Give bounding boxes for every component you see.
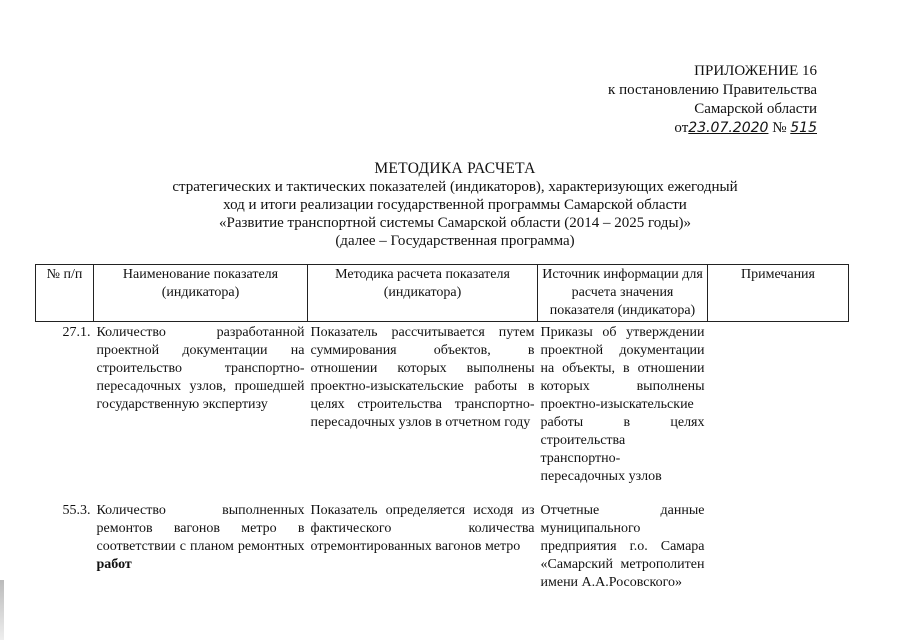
number-prefix: №: [772, 120, 787, 136]
scan-edge-mark: [0, 580, 4, 640]
indicator-table: [35, 264, 849, 592]
row-number: 55.3.: [62, 503, 91, 518]
header-notes: Примечания: [708, 265, 849, 322]
subtitle-line-3: «Развитие транспортной системы Самарской области (2014 – 2025 годы)»: [218, 215, 692, 231]
row-number: 27.1.: [62, 325, 91, 340]
handwritten-number: 515: [790, 120, 817, 136]
handwritten-date: 23.07.2020: [688, 120, 769, 136]
appendix-date-line: [608, 119, 817, 138]
subtitle-line-4: (далее – Государственная программа): [335, 233, 575, 249]
table-row: [36, 492, 849, 592]
table-header-row: [36, 265, 849, 322]
document-title-block: [110, 160, 800, 250]
subtitle-line-1: стратегических и тактических показателей (индикаторов), характеризующих ежегодный: [172, 179, 738, 195]
subtitle-line-2: ход и итоги реализации государственной программы Самарской области: [223, 197, 687, 213]
indicator-name: Количество разработанной проектной документации на строительство транспортно-пересадочных узлов, прошедшей государственную экспертизу: [96, 325, 305, 412]
indicator-name-last-word: работ: [96, 557, 132, 572]
information-source: Отчетные данные муниципального предприятия г.о. Самара «Самарский метрополитен имени А.А.Росовского»: [540, 503, 705, 590]
appendix-header: [608, 62, 817, 138]
calculation-method: Показатель рассчитывается путем суммирования объектов, в отношении которых выполнены проектно-изыскательские работы в целях строительства транспортно-пересадочных узлов в отчетном году: [310, 325, 535, 430]
appendix-decree-line: к постановлению Правительства: [608, 82, 817, 98]
appendix-region-line: Самарской области: [694, 101, 817, 117]
notes-cell: [708, 322, 849, 493]
header-number: № п/п: [36, 265, 94, 322]
appendix-title: ПРИЛОЖЕНИЕ 16: [694, 63, 817, 79]
document-title: МЕТОДИКА РАСЧЕТА: [374, 160, 536, 177]
calculation-method: Показатель определяется исходя из фактического количества отремонтированных вагонов метро: [310, 503, 535, 554]
information-source: Приказы об утверждении проектной документации на объекты, в отношении которых выполнены проектно-изыскательские работы в целях строительства транспортно-пересадочных узлов: [540, 325, 705, 484]
date-prefix: от: [674, 120, 689, 136]
header-calculation-method: Методика расчета показателя (индикатора): [308, 265, 538, 322]
indicator-name-main: Количество выполненных ремонтов вагонов метро в соответствии с планом ремонтных: [96, 503, 305, 554]
notes-cell: [708, 492, 849, 592]
table-row: [36, 322, 849, 493]
header-indicator-name: Наименование показателя (индикатора): [94, 265, 308, 322]
indicator-name: [94, 492, 308, 592]
header-information-source: Источник информации для расчета значения показателя (индикатора): [538, 265, 708, 322]
